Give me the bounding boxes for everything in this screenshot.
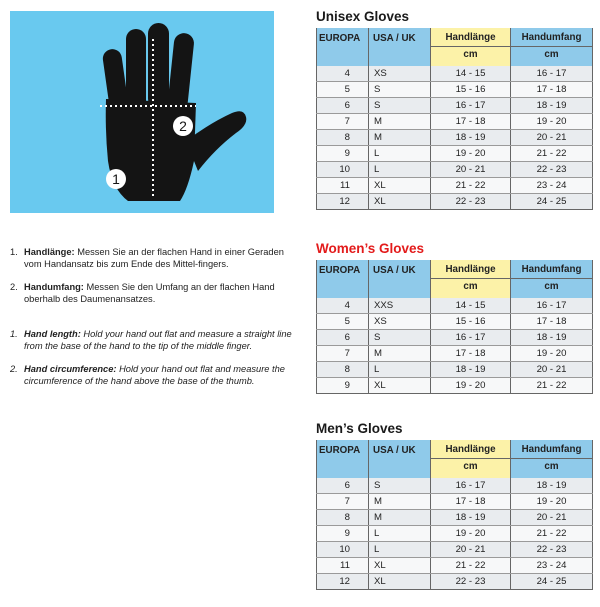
header-unit: cm [511,458,592,472]
cell-europa: 8 [317,510,369,526]
cell-europa: 6 [317,478,369,494]
cell-usa-uk: S [369,330,431,346]
cell-usa-uk: XS [369,314,431,330]
cell-handumfang: 21 - 22 [511,378,593,394]
table-row [317,298,593,314]
cell-europa: 8 [317,130,369,146]
cell-handlaenge: 16 - 17 [431,330,511,346]
table-row [317,526,593,542]
cell-europa: 6 [317,98,369,114]
header-handumfang: Handumfang cm [511,440,593,478]
cell-handlaenge: 19 - 20 [431,526,511,542]
cell-usa-uk: L [369,162,431,178]
instruction-term: Handumfang: [24,282,84,292]
cell-handumfang: 23 - 24 [511,558,593,574]
header-unit: cm [511,46,592,60]
cell-usa-uk: M [369,114,431,130]
table-row [317,114,593,130]
table-row [317,194,593,210]
cell-handumfang: 24 - 25 [511,194,593,210]
header-usa-uk: USA / UK [369,28,431,66]
svg-text:1: 1 [112,171,120,187]
cell-handumfang: 21 - 22 [511,146,593,162]
cell-usa-uk: M [369,494,431,510]
cell-handlaenge: 21 - 22 [431,178,511,194]
cell-handumfang: 21 - 22 [511,526,593,542]
header-europa: EUROPA [317,440,369,478]
table-row [317,330,593,346]
cell-handumfang: 18 - 19 [511,98,593,114]
cell-handlaenge: 16 - 17 [431,98,511,114]
cell-handumfang: 19 - 20 [511,346,593,362]
cell-handlaenge: 22 - 23 [431,574,511,590]
instruction-text: Hold your hand out flat and measure the circumference of the hand above the base of the thumb. [24,364,285,386]
cell-handlaenge: 15 - 16 [431,82,511,98]
table-header-row [317,28,593,66]
cell-handlaenge: 17 - 18 [431,346,511,362]
cell-usa-uk: S [369,478,431,494]
table-row [317,146,593,162]
svg-text:2: 2 [179,118,187,134]
table-row [317,82,593,98]
table-row [317,478,593,494]
header-handlaenge: Handlänge cm [431,440,511,478]
measurement-instructions [10,246,296,398]
cell-europa: 9 [317,146,369,162]
instruction-text: Messen Sie den Umfang an der flachen Hand oberhalb des Daumenansatzes. [24,282,275,304]
header-europa: EUROPA [317,28,369,66]
cell-usa-uk: XL [369,178,431,194]
table-title: Women’s Gloves [316,241,425,256]
instruction-number: 1. [10,247,18,257]
mens-size-table [316,420,592,590]
instruction-number: 2. [10,364,18,374]
cell-usa-uk: S [369,82,431,98]
cell-usa-uk: XL [369,194,431,210]
cell-handumfang: 20 - 21 [511,130,593,146]
table-row [317,162,593,178]
table-row [317,178,593,194]
cell-usa-uk: L [369,146,431,162]
cell-handumfang: 24 - 25 [511,574,593,590]
size-table [316,440,593,590]
cell-handumfang: 22 - 23 [511,542,593,558]
cell-europa: 12 [317,574,369,590]
cell-usa-uk: XL [369,558,431,574]
cell-europa: 4 [317,66,369,82]
instruction-text: Hold your hand out flat and measure a straight line from the base of the hand to the tip of the middle finger. [24,329,292,351]
cell-europa: 9 [317,378,369,394]
marker-2 [173,116,193,136]
cell-handumfang: 19 - 20 [511,114,593,130]
size-table [316,260,593,394]
cell-europa: 7 [317,494,369,510]
cell-usa-uk: XXS [369,298,431,314]
cell-europa: 5 [317,314,369,330]
cell-handumfang: 16 - 17 [511,66,593,82]
cell-europa: 4 [317,298,369,314]
cell-usa-uk: XS [369,66,431,82]
header-usa-uk: USA / UK [369,260,431,298]
cell-usa-uk: S [369,98,431,114]
table-header-row [317,440,593,478]
cell-handlaenge: 15 - 16 [431,314,511,330]
table-row [317,314,593,330]
cell-europa: 10 [317,162,369,178]
cell-handumfang: 18 - 19 [511,478,593,494]
cell-usa-uk: M [369,130,431,146]
instruction-hand-length-en [10,328,296,352]
marker-1 [106,169,126,189]
cell-handumfang: 16 - 17 [511,298,593,314]
header-unit: cm [431,458,510,472]
header-handumfang: Handumfang cm [511,260,593,298]
header-unit: cm [431,46,510,60]
instruction-term: Hand circumference: [24,364,117,374]
cell-handumfang: 20 - 21 [511,510,593,526]
cell-usa-uk: XL [369,574,431,590]
header-unit: cm [431,278,510,292]
cell-handumfang: 17 - 18 [511,314,593,330]
cell-handumfang: 17 - 18 [511,82,593,98]
cell-handlaenge: 18 - 19 [431,130,511,146]
table-row [317,362,593,378]
cell-handlaenge: 19 - 20 [431,146,511,162]
cell-europa: 9 [317,526,369,542]
table-row [317,378,593,394]
cell-handumfang: 23 - 24 [511,178,593,194]
table-row [317,130,593,146]
cell-europa: 11 [317,558,369,574]
instruction-number: 1. [10,329,18,339]
cell-handlaenge: 17 - 18 [431,114,511,130]
instruction-hand-circumference-de [10,281,296,305]
cell-europa: 7 [317,346,369,362]
table-row [317,66,593,82]
header-handlaenge: Handlänge cm [431,260,511,298]
table-title: Men’s Gloves [316,421,403,436]
cell-usa-uk: XL [369,378,431,394]
instruction-text: Messen Sie an der flachen Hand in einer Geraden vom Handansatz bis zum Ende des Mittel-fingers. [24,247,284,269]
hand-icon [10,11,274,213]
header-europa: EUROPA [317,260,369,298]
cell-europa: 8 [317,362,369,378]
header-unit: cm [511,278,592,292]
cell-europa: 7 [317,114,369,130]
unisex-size-table [316,8,592,210]
instruction-hand-length-de [10,246,296,270]
table-title: Unisex Gloves [316,9,410,24]
cell-handumfang: 20 - 21 [511,362,593,378]
womens-size-table [316,240,592,394]
instruction-term: Handlänge: [24,247,75,257]
instruction-number: 2. [10,282,18,292]
header-usa-uk: USA / UK [369,440,431,478]
cell-europa: 12 [317,194,369,210]
table-row [317,346,593,362]
cell-handlaenge: 14 - 15 [431,66,511,82]
cell-usa-uk: L [369,542,431,558]
table-header-row [317,260,593,298]
table-row [317,494,593,510]
header-handumfang: Handumfang cm [511,28,593,66]
table-row [317,574,593,590]
cell-handlaenge: 18 - 19 [431,510,511,526]
table-row [317,558,593,574]
table-row [317,510,593,526]
table-row [317,542,593,558]
cell-handlaenge: 19 - 20 [431,378,511,394]
cell-handlaenge: 21 - 22 [431,558,511,574]
cell-handlaenge: 20 - 21 [431,542,511,558]
cell-handlaenge: 22 - 23 [431,194,511,210]
cell-handlaenge: 14 - 15 [431,298,511,314]
cell-handlaenge: 18 - 19 [431,362,511,378]
cell-handlaenge: 17 - 18 [431,494,511,510]
cell-handumfang: 22 - 23 [511,162,593,178]
cell-europa: 11 [317,178,369,194]
table-row [317,98,593,114]
hand-measurement-illustration [10,11,274,213]
cell-europa: 5 [317,82,369,98]
cell-handlaenge: 20 - 21 [431,162,511,178]
size-table [316,28,593,210]
cell-handlaenge: 16 - 17 [431,478,511,494]
cell-usa-uk: M [369,346,431,362]
instruction-term: Hand length: [24,329,81,339]
cell-handumfang: 18 - 19 [511,330,593,346]
cell-europa: 6 [317,330,369,346]
cell-handumfang: 19 - 20 [511,494,593,510]
cell-europa: 10 [317,542,369,558]
cell-usa-uk: L [369,526,431,542]
cell-usa-uk: M [369,510,431,526]
instruction-hand-circumference-en [10,363,296,387]
header-handlaenge: Handlänge cm [431,28,511,66]
cell-usa-uk: L [369,362,431,378]
